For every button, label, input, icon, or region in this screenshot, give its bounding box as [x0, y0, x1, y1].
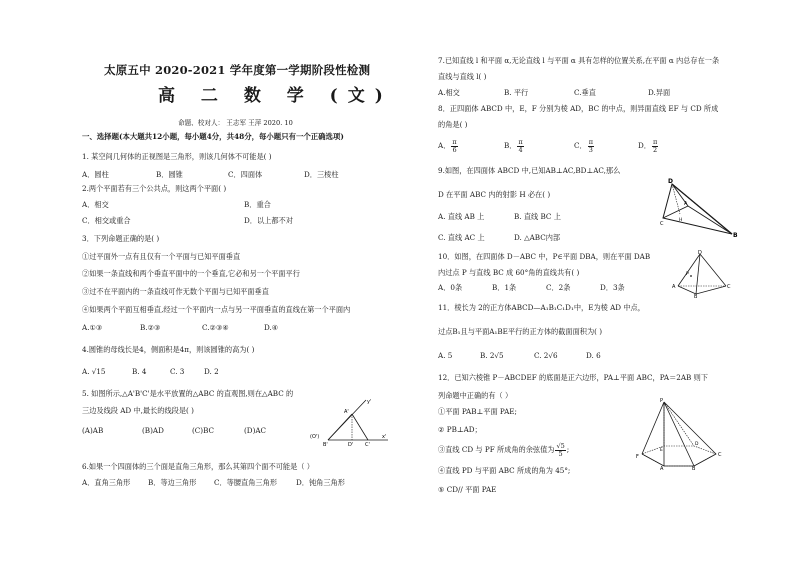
- fig5-label-c: C': [365, 442, 370, 446]
- right-column: [438, 0, 738, 561]
- question-11-cont: 过点B₁且与平面A₁BE平行的正方体的截面面积为( ): [438, 327, 603, 336]
- q5-option-d: (D)AC: [244, 426, 267, 435]
- question-6: 6.如果一个四面体的三个面是直角三角形，那么其第四个面不可能是（ ）: [82, 462, 314, 471]
- q7-option-b: B. 平行: [504, 88, 529, 97]
- fig10-label-a: A: [672, 284, 676, 290]
- fig9-label-h: H: [679, 218, 683, 223]
- question-4: 4.圆锥的母线长是4，侧面积是4π，则该圆锥的高为( ): [82, 345, 255, 354]
- fig12-label-b: B: [692, 466, 696, 470]
- section-heading: 一、选择题(本大题共12小题，每小题4分，共48分，每小题只有一个正确选项): [82, 132, 344, 141]
- question-3: 3．下列命题正确的是( ): [82, 234, 160, 243]
- question-11: 11．棱长为 2的正方体ABCD—A₁B₁C₁D₁中，E为棱 AD 中点，: [438, 303, 645, 312]
- fig12-label-d: D: [695, 442, 699, 447]
- q3-statement-3: ③过不在平面内的一条直线可作无数个平面与已知平面垂直: [82, 287, 269, 296]
- q12-statement-3: ③直线 CD 与 PF 所成角的余弦值为 $\frac{√5}{5}$ ;: [438, 441, 570, 458]
- q4-option-c: C. 3: [170, 367, 185, 376]
- question-5: 5. 如图所示,△A'B'C'是水平放置的△ABC 的直观图,则在△ABC 的: [82, 389, 294, 398]
- q12-statement-1: ①平面 PAB⊥平面 PAE;: [438, 407, 517, 416]
- q5-option-b: (B)AD: [142, 426, 164, 435]
- q1-option-c: C．四面体: [228, 170, 263, 179]
- question-7-cont: 直线与直线 l( ): [438, 72, 487, 81]
- q8-option-d: D． $\frac{\pi}{2}$: [638, 137, 658, 154]
- q5-option-a: (A)AB: [82, 426, 104, 435]
- fig5-label-x: x': [382, 434, 387, 440]
- fig9-label-b: B: [733, 232, 738, 238]
- q9-option-b: B. 直线 BC 上: [514, 212, 561, 221]
- q7-option-a: A.相交: [438, 88, 460, 97]
- fig12-label-p: P: [660, 398, 664, 404]
- question-8: 8．正四面体 ABCD 中，E，F 分别为棱 AD，BC 的中点，则异面直线 EF 与 CD 所成: [438, 104, 719, 113]
- fig10-label-c: C: [727, 284, 731, 290]
- author-line: 命题、校对人： 王志军 王萍 2020. 10: [178, 119, 293, 127]
- q11-option-c: C. 2√6: [534, 351, 558, 360]
- q12-statement-5: ⑤ CD// 平面 PAE: [438, 485, 497, 494]
- q3-option-a: A.①③: [82, 323, 103, 332]
- q2-option-c: C．相交或重合: [82, 216, 131, 225]
- question-10-cont: 内过点 P 与直线 BC 成 60°角的直线共有( ): [438, 268, 580, 277]
- q5-option-c: (C)BC: [192, 426, 215, 435]
- question-12-cont: 列命题中正确的有（ ）: [438, 391, 513, 400]
- q10-option-d: D．3条: [600, 283, 625, 292]
- q3-statement-2: ②如果一条直线和两个垂直平面中的一个垂直,它必和另一个平面平行: [82, 269, 300, 278]
- q9-figure: [660, 176, 740, 238]
- question-7: 7.已知直线 l 和平面 α,无论直线 l 与平面 α 具有怎样的位置关系,在平面 α 内总存在一条: [438, 56, 720, 65]
- fig10-label-d: D: [698, 250, 702, 256]
- question-9: 9.如图，在四面体 ABCD 中,已知AB⊥AC,BD⊥AC,那么: [438, 166, 621, 175]
- q3-statement-1: ①过平面外一点有且仅有一个平面与已知平面垂直: [82, 252, 241, 261]
- q7-option-c: C.垂直: [574, 88, 596, 97]
- fig5-label-b: B': [323, 442, 328, 446]
- q8-option-c: C． $\frac{\pi}{3}$: [574, 137, 593, 154]
- question-9-cont: D 在平面 ABC 内的射影 H 必在( ): [438, 190, 551, 199]
- q11-option-d: D. 6: [586, 351, 601, 360]
- q9-option-c: C. 直线 AC 上: [438, 233, 485, 242]
- q12-statement-2: ② PB⊥AD；: [438, 425, 482, 434]
- q1-option-a: A．圆柱: [82, 170, 109, 179]
- q8-option-b: B． $\frac{\pi}{4}$: [504, 137, 523, 154]
- q10-option-c: C．2条: [546, 283, 571, 292]
- q1-option-b: B．圆锥: [156, 170, 183, 179]
- fig5-label-a: A': [344, 409, 349, 415]
- q4-option-b: B. 4: [132, 367, 147, 376]
- fig10-label-p: P: [686, 272, 689, 277]
- q10-option-b: B．1条: [492, 283, 517, 292]
- fig9-label-a: A: [684, 201, 688, 207]
- fig12-label-a: A: [660, 466, 664, 470]
- q12-statement-4: ④直线 PD 与平面 ABC 所成的角为 45°;: [438, 466, 571, 475]
- q2-option-b: B．重合: [244, 200, 271, 209]
- fig12-label-c: C: [718, 452, 722, 458]
- q8-option-a: A． $\frac{\pi}{6}$: [438, 137, 457, 154]
- fig9-label-c: C: [660, 221, 664, 227]
- question-10: 10．如图，在四面体 D－ABC 中，P∈平面 DBA，则在平面 DAB: [438, 252, 651, 261]
- question-5-cont: 三边及线段 AD 中,最长的线段是( ): [82, 406, 194, 415]
- grade-title: 高 二 数 学 (文): [158, 86, 393, 106]
- fig9-label-d: D: [668, 178, 673, 185]
- school-title: 太原五中 2020-2021 学年度第一学期阶段性检测: [104, 63, 371, 77]
- q11-option-b: B. 2√5: [480, 351, 504, 360]
- q6-option-d: D．钝角三角形: [296, 478, 345, 487]
- q6-option-b: B．等边三角形: [148, 478, 197, 487]
- q1-option-d: D．三棱柱: [304, 170, 339, 179]
- q2-option-a: A．相交: [82, 200, 109, 209]
- fig12-label-f: F: [636, 454, 639, 460]
- fig5-label-y: y': [367, 399, 372, 405]
- left-column: [78, 0, 400, 561]
- q4-option-d: D. 2: [204, 367, 219, 376]
- q11-option-a: A. 5: [438, 351, 453, 360]
- q10-figure: [672, 250, 732, 298]
- fig12-label-e: E: [660, 448, 663, 453]
- q5-figure: [310, 396, 390, 446]
- q3-option-c: C.②③④: [202, 323, 229, 332]
- q12-figure: [632, 396, 724, 470]
- q9-option-d: D. △ABC内部: [514, 233, 561, 242]
- q3-option-b: B.②③: [140, 323, 161, 332]
- q4-option-a: A. √15: [82, 367, 106, 376]
- fig5-label-d: D': [348, 442, 354, 446]
- question-8-cont: 的角是( ): [438, 120, 468, 129]
- q10-option-a: A．0条: [438, 283, 463, 292]
- q3-statement-4: ④如果两个平面互相垂直,经过一个平面内一点与另一平面垂直的直线在第一个平面内: [82, 305, 351, 314]
- question-12: 12．已知六棱锥 P－ABCDEF 的底面是正六边形，PA⊥平面 ABC，PA＝2AB 则下: [438, 373, 708, 382]
- q9-option-a: A. 直线 AB 上: [438, 212, 485, 221]
- question-2: 2.两个平面若有三个公共点，则这两个平面( ): [82, 184, 227, 193]
- q6-option-a: A．直角三角形: [82, 478, 131, 487]
- q7-option-d: D.异面: [648, 88, 671, 97]
- q6-option-c: C．等腰直角三角形: [214, 478, 278, 487]
- fig5-label-o: (O'): [310, 434, 320, 440]
- fig10-label-b: B: [694, 294, 698, 298]
- question-1: 1. 某空间几何体的正视图是三角形，则该几何体不可能是( ): [82, 152, 272, 161]
- q2-option-d: D．以上都不对: [244, 216, 293, 225]
- q3-option-d: D.④: [264, 323, 279, 332]
